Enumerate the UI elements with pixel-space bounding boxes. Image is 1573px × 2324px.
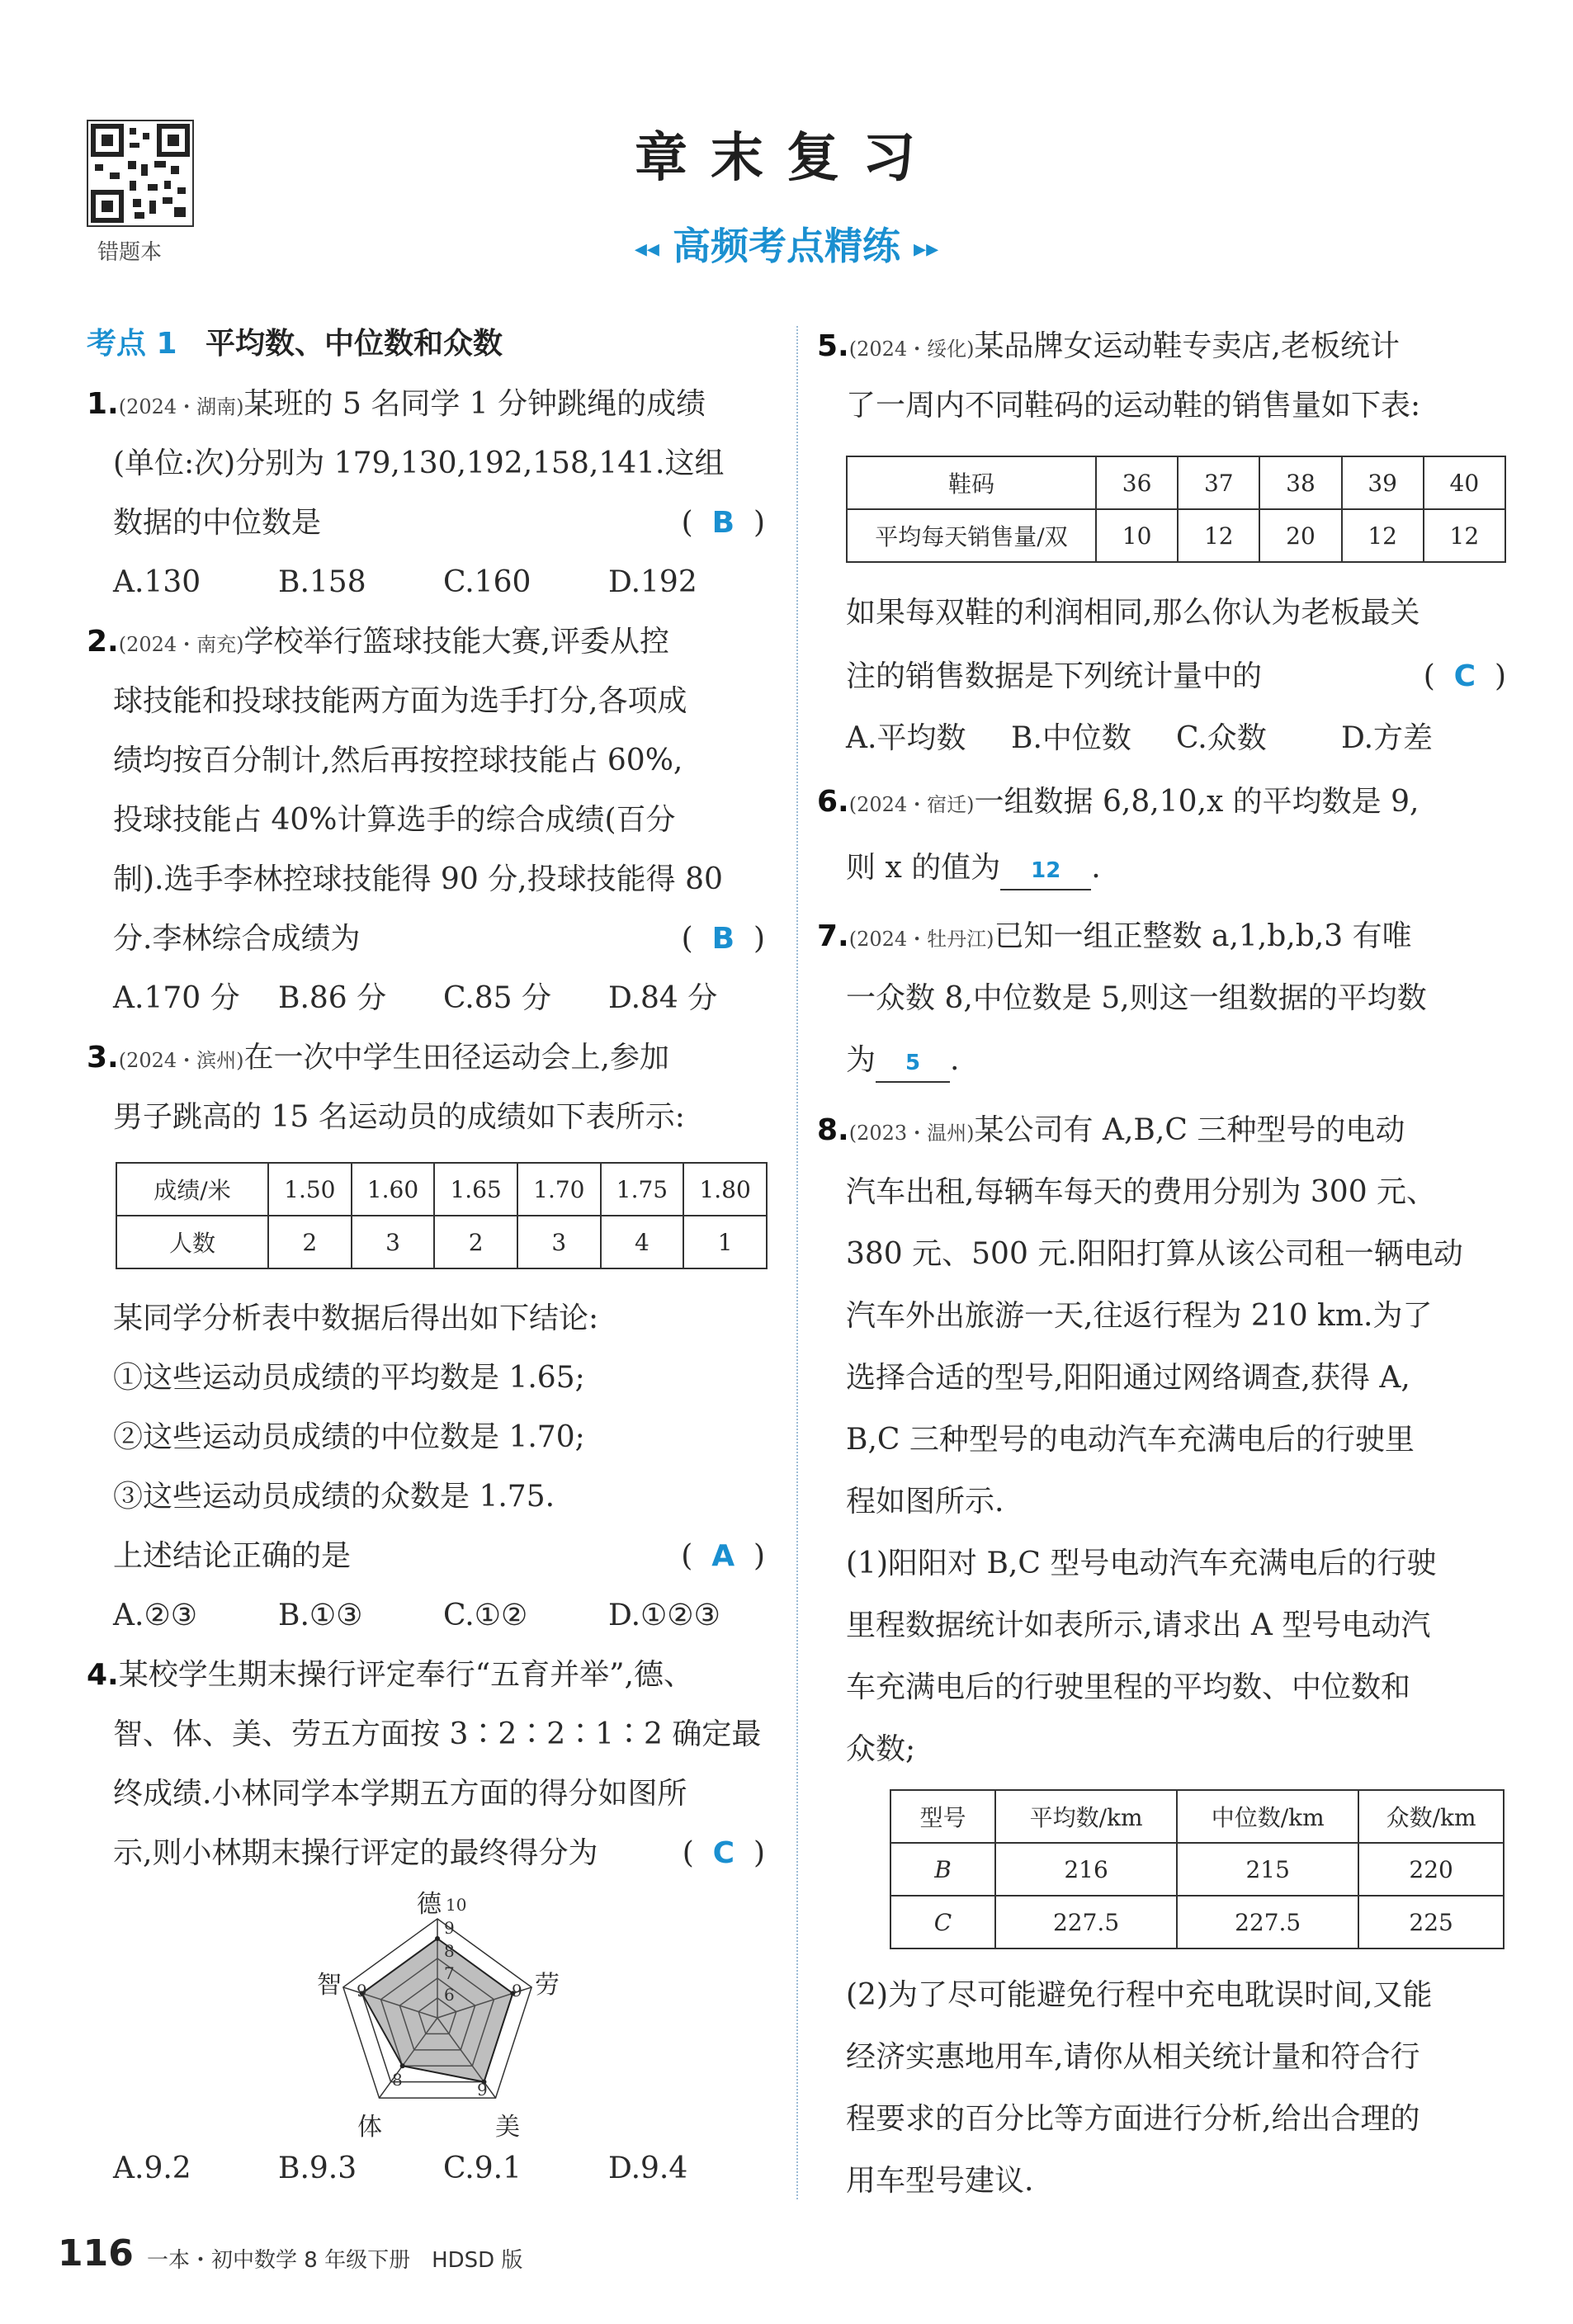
q2-option-c: C.85 分: [443, 981, 551, 1015]
table-cell: 20: [1259, 509, 1341, 562]
q3-option-a: A.②③: [113, 1599, 197, 1632]
q1-number: 1.: [87, 387, 119, 421]
q6-answer-blank: 12: [1000, 853, 1091, 890]
q5-text: 某品牌女运动鞋专卖店,老板统计: [974, 329, 1400, 363]
q8-text: 某公司有 A,B,C 三种型号的电动: [974, 1113, 1405, 1147]
table-cell: 37: [1178, 456, 1259, 509]
q8-part2-1: (2)为了尽可能避免行程中充电耽误时间,又能: [846, 1978, 1433, 2012]
radar-point: [400, 2063, 405, 2068]
q1-option-a: A.130: [113, 565, 201, 599]
qr-label: 错题本: [97, 240, 163, 265]
q8-part2-3: 程要求的百分比等方面进行分析,给出合理的: [846, 2102, 1420, 2136]
table-cell: 216: [995, 1843, 1177, 1896]
q5-option-d: D.方差: [1341, 721, 1434, 755]
q3-after-5: [113, 1536, 765, 1577]
q3-after-4: ③这些运动员成绩的众数是 1.75.: [113, 1480, 555, 1514]
q4-line-2: 智、体、美、劳五方面按 3∶2∶2∶1∶2 确定最: [113, 1717, 762, 1751]
table-cell: 平均每天销售量/双: [847, 509, 1096, 562]
q7-text: 已知一组正整数 a,1,b,b,3 有唯: [994, 919, 1412, 953]
q2-option-a: A.170 分: [113, 981, 240, 1015]
table-cell: 鞋码: [847, 456, 1096, 509]
q6-line-2: 则 x 的值为 12 .: [846, 848, 1101, 890]
table-row: [890, 1896, 1504, 1948]
q3-after-2: ①这些运动员成绩的平均数是 1.65;: [113, 1361, 585, 1395]
table-cell: 4: [601, 1216, 684, 1268]
radar-tick: 9: [512, 1981, 522, 2000]
q5-line-2: 了一周内不同鞋码的运动鞋的销售量如下表:: [846, 389, 1421, 423]
table-row: [116, 1163, 767, 1216]
radar-tick: 8: [392, 2070, 403, 2090]
q5-table: [846, 456, 1506, 563]
table-cell: 1.80: [683, 1163, 767, 1216]
table-cell: 10: [1096, 509, 1178, 562]
q2-line-5: 制).选手李林控球技能得 90 分,投球技能得 80: [113, 862, 723, 896]
q2-option-b: B.86 分: [278, 981, 387, 1015]
footer-text: 一本・初中数学 8 年级下册 HDSD 版: [147, 2248, 523, 2273]
q1-option-c: C.160: [443, 565, 531, 599]
q3-answer-value: A: [711, 1539, 735, 1573]
q2-line-3: 绩均按百分制计,然后再按控球技能占 60%,: [113, 744, 683, 777]
q1-line-3: [113, 503, 765, 544]
radar-tick: 9: [357, 1981, 367, 2000]
radar-tick: 9: [444, 1918, 455, 1938]
q5-text-after: 注的销售数据是下列统计量中的: [846, 659, 1263, 693]
table-cell: 1.75: [601, 1163, 684, 1216]
q8-part1-2: 里程数据统计如表所示,请求出 A 型号电动汽: [846, 1608, 1431, 1642]
table-cell: 225: [1358, 1896, 1504, 1948]
table-cell: 38: [1259, 456, 1341, 509]
radar-label-mei: 美: [495, 2113, 520, 2142]
q1-line-2: (单位:次)分别为 179,130,192,158,141.这组: [113, 446, 725, 480]
q2-line-1: [87, 621, 669, 665]
table-cell: 220: [1358, 1843, 1504, 1896]
q7-text-3: 为: [846, 1043, 876, 1077]
table-cell: 40: [1424, 456, 1505, 509]
kp1-heading: [87, 324, 503, 365]
q8-line-7: 程如图所示.: [846, 1485, 1004, 1519]
q3-text-5: 上述结论正确的是: [113, 1539, 352, 1573]
q3-text: 在一次中学生田径运动会上,参加: [243, 1041, 669, 1075]
radar-label-zhi: 智: [317, 1971, 342, 2000]
q8-line-4: 汽车外出旅游一天,往返行程为 210 km.为了: [846, 1299, 1433, 1333]
radar-label-lao: 劳: [535, 1971, 560, 2000]
q3-after-1: 某同学分析表中数据后得出如下结论:: [113, 1301, 599, 1335]
table-row: [890, 1843, 1504, 1896]
q1-text: 某班的 5 名同学 1 分钟跳绳的成绩: [243, 387, 706, 421]
q2-source: (2024・南充): [118, 633, 244, 656]
q8-number: 8.: [817, 1113, 849, 1147]
q5-option-c: C.众数: [1176, 721, 1267, 755]
table-cell: 3: [352, 1216, 435, 1268]
radar-tick: 7: [444, 1963, 455, 1983]
q8-source: (2023・温州): [848, 1122, 975, 1145]
q3-line-2: 男子跳高的 15 名运动员的成绩如下表所示:: [113, 1100, 685, 1134]
table-row: [890, 1790, 1504, 1843]
page-title: 章末复习: [635, 128, 938, 189]
table-cell: 12: [1342, 509, 1424, 562]
radar-figure: [314, 1882, 561, 2142]
q3-option-b: B.①③: [278, 1599, 363, 1632]
table-cell: C: [890, 1896, 995, 1948]
q8-line-6: B,C 三种型号的电动汽车充满电后的行驶里: [846, 1423, 1415, 1457]
q3-table: [116, 1162, 768, 1269]
table-cell: 人数: [116, 1216, 268, 1268]
q4-line-1: [87, 1655, 693, 1696]
q8-table: [890, 1789, 1505, 1949]
q7-answer-blank: 5: [876, 1045, 950, 1083]
kp1-label: 考点 1: [87, 327, 177, 361]
q8-part1-3: 车充满电后的行驶里程的平均数、中位数和: [846, 1670, 1411, 1704]
table-cell: 12: [1424, 509, 1505, 562]
q2-option-d: D.84 分: [608, 981, 718, 1015]
q8-part2-2: 经济实惠地用车,请你从相关统计量和符合行: [846, 2040, 1420, 2074]
q7-line-1: [817, 916, 1412, 960]
q5-number: 5.: [817, 329, 849, 363]
q1-line-1: [87, 384, 706, 427]
q4-line-4: [113, 1833, 765, 1874]
table-row: [847, 456, 1505, 509]
table-cell: 众数/km: [1358, 1790, 1504, 1843]
q7-line-2: 一众数 8,中位数是 5,则这一组数据的平均数: [846, 981, 1427, 1015]
table-cell: 2: [268, 1216, 352, 1268]
q4-option-d: D.9.4: [608, 2152, 688, 2185]
subtitle-text: 高频考点精练: [673, 224, 900, 268]
q5-after-2: [846, 656, 1506, 697]
section-subtitle: [0, 216, 1573, 271]
q8-part1-4: 众数;: [846, 1732, 916, 1766]
table-row: [847, 509, 1505, 562]
table-cell: 1.50: [268, 1163, 352, 1216]
q5-source: (2024・绥化): [848, 338, 975, 361]
right-arrows-icon: ▸▸: [914, 234, 939, 263]
table-cell: B: [890, 1843, 995, 1896]
q2-text: 学校举行篮球技能大赛,评委从控: [243, 625, 669, 659]
q1-option-b: B.158: [278, 565, 366, 599]
q4-number: 4.: [87, 1658, 119, 1692]
q4-option-c: C.9.1: [443, 2152, 522, 2185]
radar-tick: 9: [477, 2080, 488, 2100]
q3-option-c: C.①②: [443, 1599, 528, 1632]
q8-line-5: 选择合适的型号,阳阳通过网络调查,获得 A,: [846, 1361, 1410, 1395]
q3-option-d: D.①②③: [608, 1599, 720, 1632]
table-cell: 型号: [890, 1790, 995, 1843]
q4-text-4: 示,则小林期末操行评定的最终得分为: [113, 1836, 598, 1870]
table-cell: 3: [517, 1216, 601, 1268]
table-cell: 227.5: [995, 1896, 1177, 1948]
q5-option-b: B.中位数: [1011, 721, 1131, 755]
radar-score-area: [362, 1939, 513, 2082]
q7-number: 7.: [817, 919, 849, 953]
radar-label-de: 德: [417, 1890, 442, 1919]
left-arrows-icon: ◂◂: [634, 234, 659, 263]
table-cell: 2: [434, 1216, 517, 1268]
q8-line-1: [817, 1110, 1405, 1154]
q5-after-1: 如果每双鞋的利润相同,那么你认为老板最关: [846, 596, 1420, 630]
q7-line-3: 为 5 .: [846, 1040, 959, 1083]
q4-answer-value: C: [712, 1836, 735, 1870]
q5-option-a: A.平均数: [846, 721, 966, 755]
q2-text-6: 分.李林综合成绩为: [113, 922, 361, 956]
table-cell: 227.5: [1177, 1896, 1358, 1948]
radar-label-ti: 体: [357, 2113, 382, 2142]
q6-text: 一组数据 6,8,10,x 的平均数是 9,: [974, 785, 1419, 819]
page-number: 116: [58, 2232, 134, 2274]
column-divider: [796, 326, 798, 2199]
q5-answer-value: C: [1453, 659, 1476, 693]
q2-answer: ( B ): [681, 922, 765, 956]
q8-part2-4: 用车型号建议.: [846, 2164, 1034, 2198]
q4-option-b: B.9.3: [278, 2152, 357, 2185]
q1-answer: ( B ): [681, 506, 765, 540]
kp1-title: 平均数、中位数和众数: [205, 327, 503, 361]
radar-tick: 6: [444, 1985, 455, 2005]
q4-line-3: 终成绩.小林同学本学期五方面的得分如图所: [113, 1777, 687, 1811]
q2-line-4: 投球技能占 40%计算选手的综合成绩(百分: [113, 803, 676, 837]
radar-tick: 10: [446, 1895, 467, 1915]
q1-answer-value: B: [711, 506, 735, 540]
q8-line-2: 汽车出租,每辆车每天的费用分别为 300 元、: [846, 1175, 1437, 1209]
q1-option-d: D.192: [608, 565, 697, 599]
q4-answer: ( C ): [682, 1836, 765, 1870]
q4-text: 某校学生期末操行评定奉行“五育并举”,德、: [118, 1658, 693, 1692]
q3-source: (2024・滨州): [118, 1049, 244, 1072]
q2-line-6: [113, 919, 765, 960]
table-row: [116, 1216, 767, 1268]
q7-source: (2024・牡丹江): [848, 928, 994, 951]
table-cell: 1.65: [434, 1163, 517, 1216]
radar-chart: [314, 1882, 561, 2137]
q6-source: (2024・宿迁): [848, 793, 975, 816]
q6-text-2: 则 x 的值为: [846, 851, 1001, 885]
q8-part1-1: (1)阳阳对 B,C 型号电动汽车充满电后的行驶: [846, 1547, 1437, 1580]
q3-number: 3.: [87, 1041, 119, 1075]
q2-line-2: 球技能和投球技能两方面为选手打分,各项成: [113, 684, 687, 718]
radar-tick: 8: [444, 1941, 455, 1961]
table-cell: 215: [1177, 1843, 1358, 1896]
q2-number: 2.: [87, 625, 119, 659]
q3-answer: ( A ): [681, 1539, 765, 1573]
q4-option-a: A.9.2: [113, 2152, 191, 2185]
q3-line-1: [87, 1037, 669, 1081]
table-cell: 成绩/米: [116, 1163, 268, 1216]
table-cell: 平均数/km: [995, 1790, 1177, 1843]
q1-source: (2024・湖南): [118, 395, 244, 418]
q6-line-1: [817, 782, 1419, 825]
q6-number: 6.: [817, 785, 849, 819]
radar-point: [435, 1936, 440, 1941]
table-cell: 36: [1096, 456, 1178, 509]
q3-after-3: ②这些运动员成绩的中位数是 1.70;: [113, 1420, 585, 1454]
q2-answer-value: B: [711, 922, 735, 956]
table-cell: 39: [1342, 456, 1424, 509]
table-cell: 1: [683, 1216, 767, 1268]
q5-answer: ( C ): [1423, 659, 1506, 693]
q8-line-3: 380 元、500 元.阳阳打算从该公司租一辆电动: [846, 1237, 1463, 1271]
table-cell: 12: [1178, 509, 1259, 562]
q5-line-1: [817, 326, 1400, 370]
q1-text-3: 数据的中位数是: [113, 506, 322, 540]
table-cell: 中位数/km: [1177, 1790, 1358, 1843]
table-cell: 1.60: [352, 1163, 435, 1216]
table-cell: 1.70: [517, 1163, 601, 1216]
